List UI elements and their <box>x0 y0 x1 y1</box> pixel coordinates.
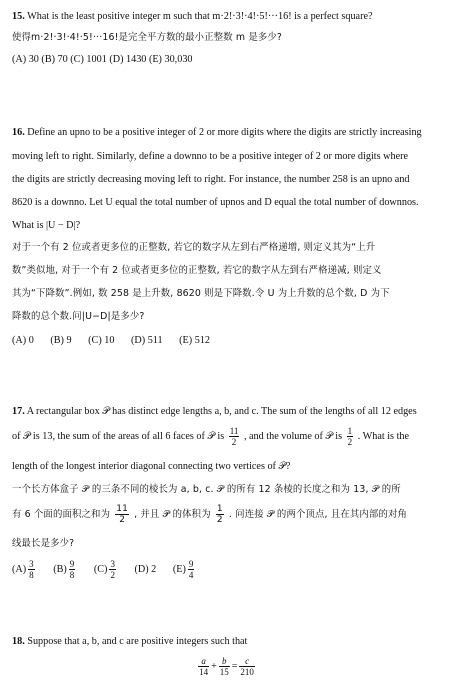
fraction-denominator: 15 <box>219 667 229 678</box>
fraction-denominator: 14 <box>199 667 209 678</box>
fraction-numerator: 9 <box>188 559 194 570</box>
q17-english-2b: , and the volume of 𝒫 is <box>243 431 343 442</box>
q18-fraction-b <box>219 656 230 677</box>
fraction-numerator: 1 <box>216 504 223 514</box>
q16-chinese-4: 降数的总个数.问|U−D|是多少? <box>12 311 145 322</box>
q16-option-b: (B) 9 <box>50 335 72 346</box>
option-label: (C) <box>93 564 108 575</box>
q17-english-2a: of 𝒫 is 13, the sum of the areas of all 6 faces of 𝒫 is <box>12 431 225 442</box>
fraction-denominator: 2 <box>231 437 237 448</box>
q17-chinese-2a: 有 6 个面的面积之和为 <box>12 509 111 520</box>
q16-english-1: Define an upno to be a positive integer of 2 or more digits where the digits are strictly increasing <box>27 127 422 138</box>
q15-number: 15. <box>12 11 25 22</box>
q17-cn-fraction-area <box>115 504 129 525</box>
option-fraction <box>188 559 195 580</box>
q16-english-3: the digits are strictly decreasing moving left to right. For instance, the number 258 is an upno and <box>12 174 410 185</box>
option-label: (D) 2 <box>134 564 157 575</box>
fraction-numerator: 3 <box>110 559 115 570</box>
fraction-denominator: 4 <box>188 570 194 581</box>
q17-option-a <box>12 558 37 582</box>
q16-chinese-1: 对于一个有 2 位或者更多位的正整数, 若它的数字从左到右严格递增, 则定义其为“上升 <box>12 242 376 253</box>
fraction-numerator: c <box>239 656 255 667</box>
q18-equation: $\frac{a}{14}$ + $\frac{b}{15}$ = $\frac{c}{210}$ <box>199 656 254 678</box>
fraction-numerator: 3 <box>29 559 34 570</box>
q17-chinese-3: 线最长是多少? <box>12 538 75 549</box>
fraction-denominator: 210 <box>240 667 254 678</box>
q18-fraction-c <box>239 656 255 677</box>
fraction-denominator: 2 <box>216 515 223 525</box>
fraction-denominator: 8 <box>69 570 75 581</box>
fraction-numerator: 1 <box>347 426 353 437</box>
q16-options <box>12 334 447 347</box>
q16-english-4: 8620 is a downno. Let U equal the total number of upnos and D equal the total number of downnos. <box>12 197 419 208</box>
q18-english: Suppose that a, b, and c are positive integers such that <box>27 636 248 647</box>
fraction-denominator: 2 <box>119 515 126 525</box>
q17-option-e <box>173 558 197 582</box>
q16-option-d: (D) 511 <box>131 335 163 346</box>
q17-option-c <box>94 558 118 582</box>
fraction-denominator: 2 <box>110 570 115 581</box>
fraction-denominator: 8 <box>29 570 34 581</box>
q17-line-2 <box>12 426 447 448</box>
q17-number: 17. <box>12 406 25 417</box>
q17-chinese-2b: , 并且 𝒫 的体积为 <box>134 509 211 520</box>
option-label: (E) <box>172 564 186 575</box>
q15-chinese: 使得m·2!·3!·4!·5!···16!是完全平方数的最小正整数 m 是多少? <box>12 32 283 43</box>
q16-option-a: (A) 0 <box>12 335 34 346</box>
fraction-numerator: b <box>219 656 230 667</box>
fraction-denominator: 2 <box>347 437 353 448</box>
q16-line-1 <box>12 126 447 139</box>
q16-option-e: (E) 512 <box>179 335 210 346</box>
option-label: (A) <box>12 564 27 575</box>
fraction-numerator: 11 <box>229 426 239 437</box>
q17-chinese-1: 一个长方体盒子 𝒫 的三条不同的棱长为 a, b, c. 𝒫 的所有 12 条棱的长度之和为 13, 𝒫 的所 <box>12 484 401 495</box>
q15-english: What is the least positive integer m such that m·2!·3!·4!·5!···16! is a perfect square? <box>27 11 373 22</box>
q17-chinese-2 <box>12 504 447 526</box>
q17-english-1: A rectangular box 𝒫 has distinct edge lengths a, b, and c. The sum of the lengths of all 12 edges <box>26 406 417 417</box>
q17-options <box>12 558 447 582</box>
q17-chinese-2c: . 问连接 𝒫 的两个顶点, 且在其内部的对角 <box>228 509 408 520</box>
q17-option-d <box>134 558 156 582</box>
q17-cn-fraction-volume <box>216 504 224 525</box>
option-label: (B) <box>53 564 67 575</box>
option-fraction <box>109 559 116 580</box>
fraction-numerator: a <box>198 656 209 667</box>
q18-number: 18. <box>12 636 25 647</box>
q15-text <box>12 10 447 23</box>
q18-fraction-a <box>198 656 209 677</box>
q17-english-2c: . What is the <box>357 431 410 442</box>
q17-fraction-area <box>229 426 240 447</box>
option-fraction <box>28 559 35 580</box>
q16-number: 16. <box>12 127 25 138</box>
q16-english-2: moving left to right. Similarly, define a downno to be a positive integer of 2 or more digits where <box>12 151 408 162</box>
q16-chinese-3: 其为“下降数”.例如, 数 258 是上升数, 8620 则是下降数.令 U 为上升数的总个数, D 为下 <box>12 288 390 299</box>
option-fraction <box>69 559 76 580</box>
q16-option-c: (C) 10 <box>88 335 115 346</box>
fraction-numerator: 9 <box>69 559 75 570</box>
q15-options: (A) 30 (B) 70 (C) 1001 (D) 1430 (E) 30,030 <box>12 54 193 65</box>
q17-fraction-volume <box>347 426 354 447</box>
q18-text <box>12 635 447 648</box>
q16-chinese-2: 数”类似地, 对于一个有 2 位或者更多位的正整数, 若它的数字从左到右严格递减, 则定义 <box>12 265 382 276</box>
q17-option-b <box>53 558 77 582</box>
fraction-numerator: 11 <box>116 504 129 514</box>
q17-line-1 <box>12 405 447 418</box>
q17-english-3: length of the longest interior diagonal connecting two vertices of 𝒫? <box>12 461 291 472</box>
q16-english-5: What is |U − D|? <box>12 220 81 231</box>
